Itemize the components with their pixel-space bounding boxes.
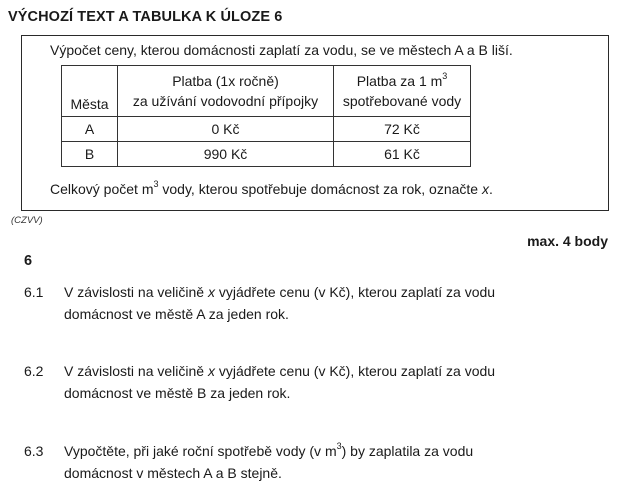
price-table — [61, 65, 471, 167]
header-water-price: Platba za 1 $m^3$ spotřebované vody — [334, 66, 471, 117]
task-6-3 — [24, 440, 534, 484]
table-row — [62, 142, 471, 167]
table-cell: A — [62, 117, 118, 142]
task-6-2 — [24, 360, 534, 404]
intro-text: Výpočet ceny, kterou domácnosti zaplatí za vodu, se ve městech A a B liší. — [50, 42, 513, 58]
table-cell: 990 Kč — [118, 142, 334, 167]
table-cell: 61 Kč — [334, 142, 471, 167]
section-heading: VÝCHOZÍ TEXT A TABULKA K ÚLOZE 6 — [8, 9, 283, 25]
task-text: Vypočtěte, při jaké roční spotřebě vody (v $m^3$) by zaplatila za vodu domácnost v městech A a B stejně. — [64, 441, 474, 481]
task-6-1 — [24, 281, 534, 325]
table-cell: 0 Kč — [118, 117, 334, 142]
table-cell: B — [62, 142, 118, 167]
question-number: 6 — [24, 253, 33, 269]
task-number: 6.2 — [24, 363, 44, 379]
source-label: (CZVV) — [11, 215, 43, 226]
table-cell: 72 Kč — [334, 117, 471, 142]
closing-text: Celkový počet $m^3$ vody, kterou spotřebuje domácnost za rok, označte x. — [50, 179, 493, 197]
source-text-box — [21, 35, 609, 211]
task-text: V závislosti na veličině x vyjádřete cenu (v Kč), kterou zaplatí za vodu domácnost ve městě A za jeden rok. — [64, 284, 496, 322]
task-number: 6.3 — [24, 443, 44, 459]
table-row — [62, 117, 471, 142]
table-header-row — [62, 66, 471, 117]
task-text: V závislosti na veličině x vyjádřete cenu (v Kč), kterou zaplatí za vodu domácnost ve městě B za jeden rok. — [64, 363, 496, 401]
task-number: 6.1 — [24, 284, 44, 300]
header-connection-fee: Platba (1x ročně) za užívání vodovodní přípojky — [118, 66, 334, 117]
header-cities: Města — [62, 66, 118, 117]
max-points: max. 4 body — [527, 233, 608, 249]
